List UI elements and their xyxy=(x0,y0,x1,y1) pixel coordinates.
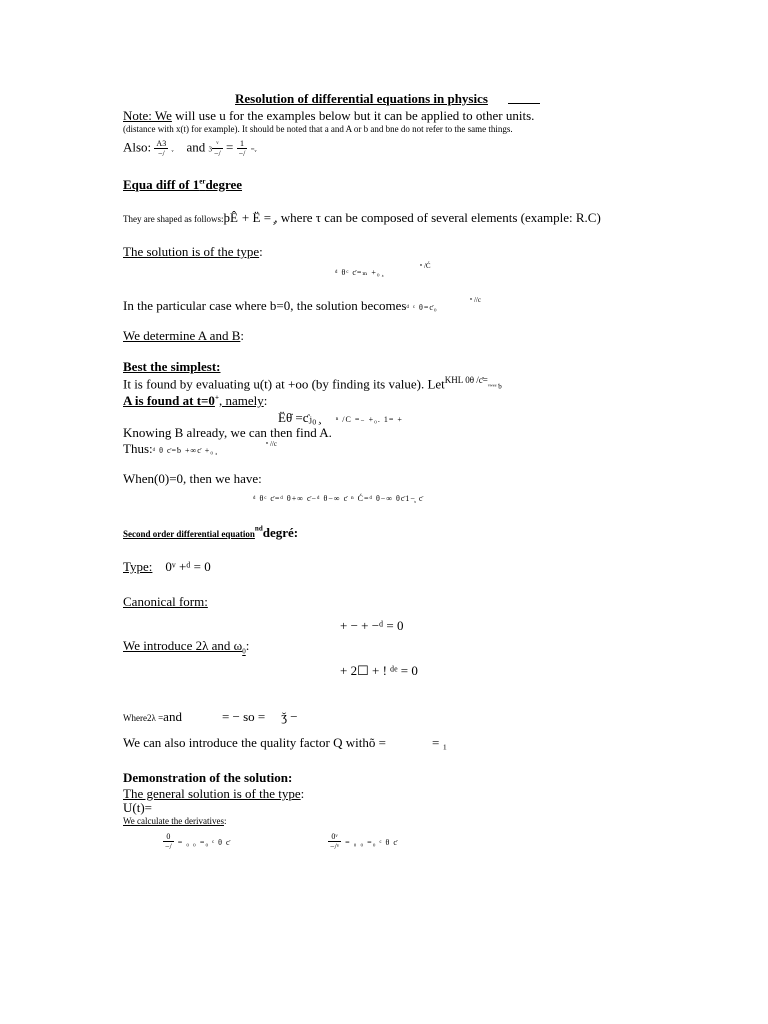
derivatives-text: We calculate the derivatives xyxy=(123,816,224,826)
quality-text: We can also introduce the quality factor Q with xyxy=(123,735,369,750)
a-found-text: A is found at t=0 xyxy=(123,393,215,408)
also-and: and xyxy=(186,139,206,155)
derivatives-line xyxy=(123,816,227,826)
title-underline-extension xyxy=(508,103,540,104)
type-formula: 0ᵛ +ᵈ = 0 xyxy=(165,559,211,574)
determine-text: We determine A and B xyxy=(123,328,241,343)
note-text: will use u for the examples below but it can be applied to other units. xyxy=(171,108,535,123)
determine-line xyxy=(123,328,244,344)
a-found-sup: + xyxy=(214,393,219,402)
note-prefix: Note: We xyxy=(123,108,172,123)
namely-text: , namely xyxy=(218,393,264,408)
section1-heading-sup: er xyxy=(199,177,206,186)
section2-heading-end: degré: xyxy=(262,525,299,540)
where-and: and xyxy=(163,709,182,724)
a-formula-2: ⁿ /C =₋ +₀. 1= + xyxy=(335,415,403,424)
thus-line xyxy=(123,441,217,457)
introduce-text: We introduce 2λ and ω xyxy=(123,638,243,653)
a-found-line xyxy=(123,393,267,409)
namely-colon: : xyxy=(263,393,268,408)
also-line xyxy=(123,139,257,158)
introduce-sub: 0 xyxy=(242,647,246,656)
page-title: Resolution of differential equations in physics xyxy=(235,91,488,106)
particular-exponent: ⁿ //c xyxy=(470,296,481,304)
solution-type-colon: : xyxy=(259,244,263,259)
quality-formula: = ₁ xyxy=(432,735,448,750)
also-eq: = xyxy=(226,139,234,155)
where-line xyxy=(123,708,298,726)
section2-heading xyxy=(123,524,298,542)
derivative-2 xyxy=(328,832,398,851)
section2-heading-small: Second order differential equation xyxy=(123,529,255,539)
solution-type-text: The solution is of the type xyxy=(123,244,260,259)
introduce-formula: + 2☐ + ! ᵈᵉ = 0 xyxy=(340,663,418,678)
quality-line xyxy=(123,735,386,751)
introduce-line xyxy=(123,638,249,656)
found-text: It is found by evaluating u(t) at +oo (by finding its value). Let xyxy=(123,376,445,392)
thus-exponent: ⁿ //c xyxy=(266,440,277,448)
particular-line xyxy=(123,298,438,314)
solution-formula-exponent: ⁿ /Ć xyxy=(420,262,431,270)
section1-heading-text: Equa diff of 1 xyxy=(123,177,200,192)
demo-heading: Demonstration of the solution: xyxy=(123,770,293,785)
a-formula: Ëθ̇ =ƈⱼ₀ ̧ xyxy=(278,410,320,425)
solution-formula: ᵈ θᶜ ƈ=ₘ +₀ ̧ xyxy=(335,268,384,277)
type-line xyxy=(123,559,211,575)
derivative-2-fraction: $\frac{\text{0ᵛ}}{\text{−/ᵛ}}$ xyxy=(330,832,340,851)
also-f1-rhs: ᵥ xyxy=(171,145,174,154)
thus-label: Thus: xyxy=(123,441,153,456)
derivatives-colon: : xyxy=(223,816,227,826)
ut-line: U(t)= xyxy=(123,800,152,815)
derivative-1-fraction: $\frac{0}{-/}$ xyxy=(165,832,172,851)
thus-formula: ᵈ θ ƈ=ƅ +∞ƈ +₀ ̧ xyxy=(152,446,218,455)
note-line-2: (distance with x(t) for example). It should be noted that a and A or b and bne do not refer to the same things. xyxy=(123,124,513,134)
canonical-formula: + − + −ᵈ = 0 xyxy=(340,618,404,633)
when-formula: ᵈ θᶜ ƈ=ᵈ θ+∞ ƈ−ᵈ θ−∞ ƈ ⁿ Ć=ᵈ θ−∞ θƈ1−̧ ƈ xyxy=(253,494,424,503)
introduce-colon: : xyxy=(245,638,250,653)
section2-heading-sup: nd xyxy=(254,524,263,533)
shaped-prefix: They are shaped as follows: xyxy=(123,214,224,224)
note-line xyxy=(123,108,534,124)
shaped-mid: + Ë = ̧ xyxy=(241,210,275,225)
derivative-2-formula: = ₀ ₀ =₀ ᶜ θ ƈ xyxy=(345,838,398,848)
where-label: Where2λ = xyxy=(123,713,164,723)
canonical-line: Canonical form: xyxy=(123,594,208,609)
derivative-1 xyxy=(163,832,231,851)
also-fraction-3: $\frac{1}{-/}$ xyxy=(238,139,246,158)
section1-heading-end: degree xyxy=(205,177,243,192)
let-formula: KHL 0θ /ƈ= xyxy=(444,375,488,385)
also-f3-rhs: =ᵥ xyxy=(250,145,257,154)
where-formula: = − so = xyxy=(221,709,266,724)
also-f2-pre: 3 xyxy=(208,145,213,154)
general-colon: : xyxy=(300,786,305,801)
particular-formula: ᵈ ᶜ θ=ƈ₀ xyxy=(406,303,438,312)
also-fraction-1: $\frac{A3}{-/}$ xyxy=(156,139,167,158)
found-line xyxy=(123,375,502,392)
derivative-1-formula: = ₀ ₀ =₀ ᶜ θ ƈ xyxy=(177,838,231,848)
solution-type-line xyxy=(123,244,263,260)
quality-tail: õ = xyxy=(368,735,386,750)
determine-colon: : xyxy=(240,328,244,343)
best-heading: Best the simplest: xyxy=(123,359,221,374)
knowing-line: Knowing B already, we can then find A. xyxy=(123,425,332,440)
shaped-text: where τ can be composed of several elements (example: R.C) xyxy=(280,210,601,225)
where-glyph: ǯ − xyxy=(281,709,298,724)
general-text: The general solution is of the type xyxy=(123,786,301,801)
shaped-line: They are shaped as follows:þÊ + Ë = ̧, where τ can be composed of several elements (example: R.C) xyxy=(123,210,601,225)
particular-text: In the particular case where b=0, the solution becomes xyxy=(123,298,407,313)
type-label: Type: xyxy=(123,559,153,574)
also-fraction-2: $\frac{\text{ᵛ}}{-/}$ xyxy=(214,139,221,158)
section1-heading xyxy=(123,177,242,193)
when-line: When(0)=0, then we have: xyxy=(123,471,262,486)
let-tail: ᵛʷᵉᵉ ƅ xyxy=(487,382,502,391)
also-label: Also: xyxy=(123,139,152,155)
shaped-glyph: þÊ xyxy=(223,210,238,225)
